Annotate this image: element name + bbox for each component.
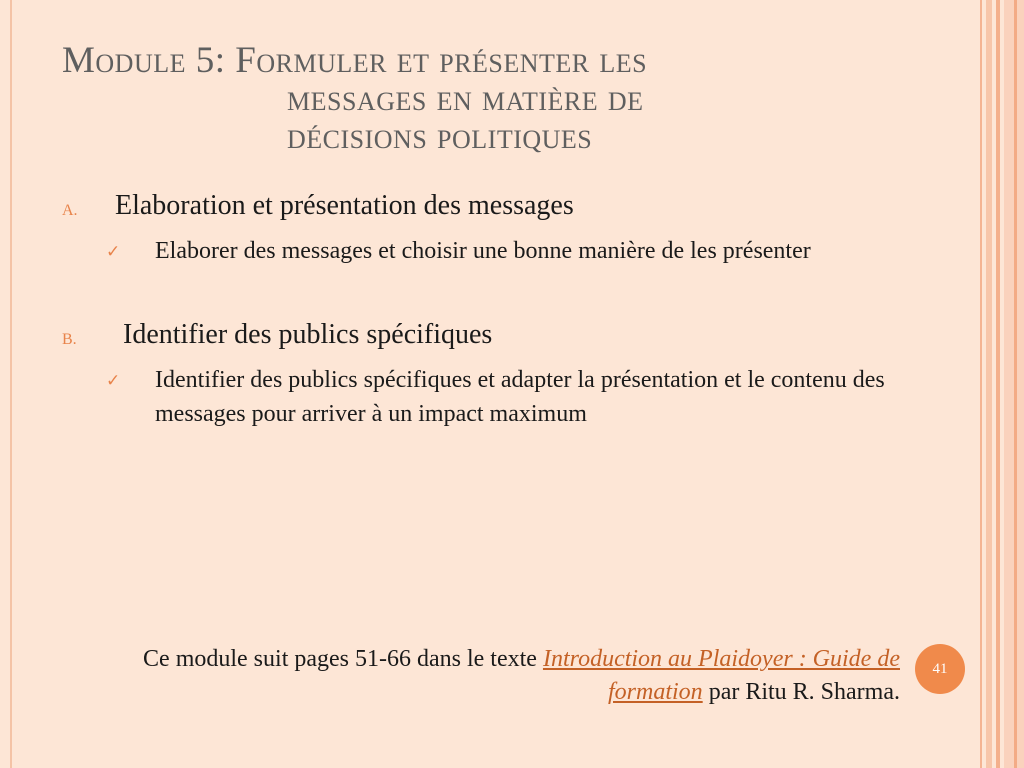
slide-title — [62, 42, 942, 156]
right-border-stripe — [1014, 0, 1017, 768]
bullet-text: Elaborer des messages et choisir une bonne manière de les présenter — [155, 238, 811, 264]
title-line: Module 5: Formuler et présenter les — [62, 40, 648, 81]
book-link[interactable]: Introduction au Plaidoyer : Guide de formation — [542, 646, 900, 705]
source-citation — [140, 643, 900, 709]
right-border-stripe — [980, 0, 982, 768]
check-icon: ✓ — [106, 371, 121, 390]
section-heading: Elaboration et présentation des messages — [115, 190, 574, 221]
right-border-stripe — [986, 0, 992, 768]
list-marker-b: B. — [62, 331, 77, 348]
list-marker-a: A. — [62, 202, 78, 219]
citation-suffix: par Ritu R. Sharma. — [702, 679, 900, 705]
section-heading: Identifier des publics spécifiques — [123, 319, 493, 350]
check-icon: ✓ — [106, 242, 121, 261]
title-line: messages en matière de — [287, 78, 644, 119]
bullet-text: Identifier des publics spécifiques et adapter la présentation et le contenu des messages pour arriver à un impact maximum — [155, 367, 885, 427]
page-number: 41 — [932, 660, 948, 677]
page-number-badge — [915, 644, 965, 694]
right-border-stripe — [996, 0, 1000, 768]
title-line: décisions politiques — [287, 116, 593, 157]
left-border-line — [10, 0, 12, 768]
citation-prefix: Ce module suit pages 51-66 dans le texte — [143, 646, 543, 672]
